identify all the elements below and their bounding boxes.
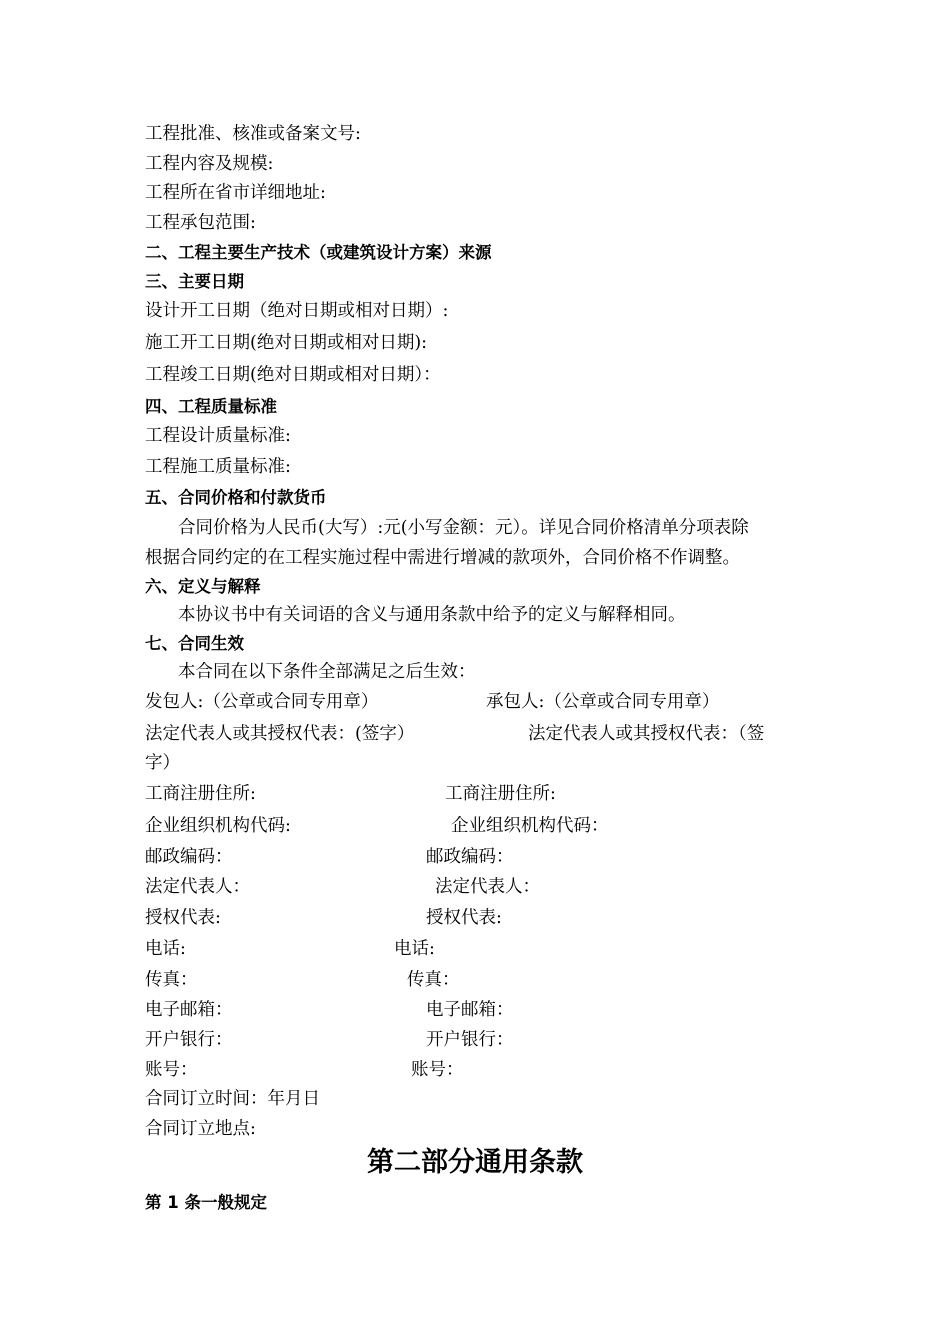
email-row [145, 998, 514, 1022]
definition-paragraph: 本协议书中有关词语的含义与通用条款中给予的定义与解释相同。 [178, 605, 686, 625]
telephone-row [145, 937, 435, 961]
org-code-right: 企业组织机构代码： [451, 816, 609, 836]
email-right: 电子邮箱： [426, 1000, 514, 1020]
telephone-right: 电话: [394, 939, 435, 959]
legal-rep-row [145, 875, 540, 899]
approval-number-line: 工程批准、核准或备案文号: [145, 124, 361, 144]
content-scale-line: 工程内容及规模: [145, 154, 274, 174]
registered-address-row [145, 782, 556, 806]
part-2-title: 第二部分通用条款 [367, 1147, 583, 1178]
section-3-heading: 三、主要日期 [145, 272, 244, 291]
construction-start-line: 施工开工日期(绝对日期或相对日期): [145, 333, 428, 353]
design-start-line: 设计开工日期（绝对日期或相对日期）: [145, 301, 449, 321]
postcode-row [145, 845, 514, 869]
authorized-rep-right: 授权代表: [426, 908, 502, 928]
fax-row [145, 968, 460, 992]
representative-continuation: 字） [145, 753, 180, 773]
article-1-heading: 第 1 条一般规定 [145, 1193, 267, 1212]
account-row [145, 1058, 464, 1082]
org-code-row [145, 814, 609, 838]
address-line: 工程所在省市详细地址: [145, 183, 326, 203]
account-right: 账号： [411, 1060, 464, 1080]
employer-seal-left: 发包人:（公章或合同专用章） [145, 692, 379, 712]
section-6-heading: 六、定义与解释 [145, 577, 261, 596]
representative-right: 法定代表人或其授权代表：（签 [528, 724, 765, 744]
section-2-heading: 二、工程主要生产技术（或建筑设计方案）来源 [145, 243, 492, 262]
fax-left: 传真： [145, 970, 198, 990]
construction-quality-line: 工程施工质量标准: [145, 457, 291, 477]
legal-rep-left: 法定代表人： [145, 877, 250, 897]
authorized-rep-row [145, 906, 502, 930]
signing-date-line: 合同订立时间：年月日 [145, 1089, 320, 1109]
section-7-heading: 七、合同生效 [145, 634, 244, 653]
postcode-right: 邮政编码： [426, 847, 514, 867]
contractor-seal-right: 承包人:（公章或合同专用章） [486, 692, 720, 712]
design-quality-line: 工程设计质量标准: [145, 426, 291, 446]
party-seal-row [145, 690, 720, 714]
scope-line: 工程承包范围: [145, 213, 256, 233]
email-left: 电子邮箱： [145, 1000, 233, 1020]
legal-rep-right: 法定代表人： [435, 877, 540, 897]
registered-address-right: 工商注册住所: [445, 784, 556, 804]
representative-row [145, 722, 765, 746]
signing-place-line: 合同订立地点: [145, 1119, 256, 1139]
authorized-rep-left: 授权代表: [145, 908, 221, 928]
bank-left: 开户银行： [145, 1030, 233, 1050]
section-4-heading: 四、工程质量标准 [145, 397, 277, 416]
bank-row [145, 1028, 514, 1052]
fax-right: 传真： [407, 970, 460, 990]
completion-line: 工程竣工日期(绝对日期或相对日期）： [145, 365, 441, 385]
telephone-left: 电话: [145, 939, 186, 959]
representative-left: 法定代表人或其授权代表：(签字） [145, 724, 415, 744]
account-left: 账号： [145, 1060, 198, 1080]
postcode-left: 邮政编码： [145, 847, 233, 867]
org-code-left: 企业组织机构代码: [145, 816, 291, 836]
section-5-heading: 五、合同价格和付款货币 [145, 488, 327, 507]
effect-paragraph: 本合同在以下条件全部满足之后生效： [178, 662, 476, 682]
price-paragraph-line-2: 根据合同约定的在工程实施过程中需进行增减的款项外，合同价格不作调整。 [145, 548, 740, 568]
bank-right: 开户银行： [426, 1030, 514, 1050]
price-paragraph-line-1: 合同价格为人民币(大写）:元(小写金额：元）。详见合同价格清单分项表除 [178, 518, 749, 538]
registered-address-left: 工商注册住所: [145, 784, 256, 804]
